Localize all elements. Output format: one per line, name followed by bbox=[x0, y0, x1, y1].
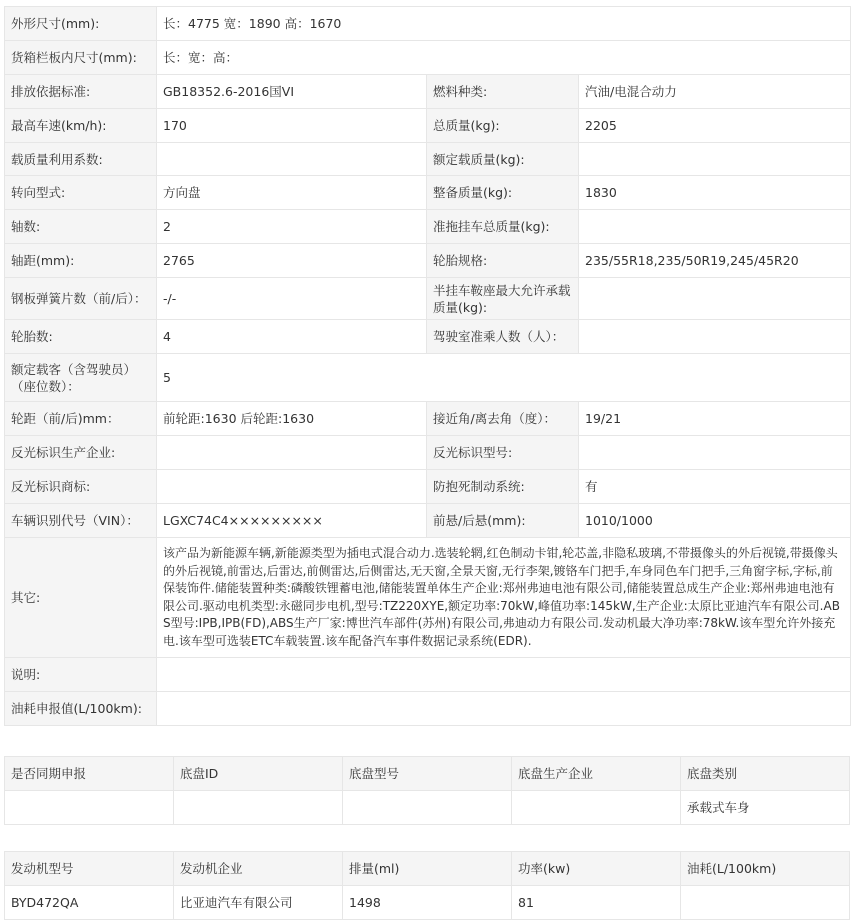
param-value bbox=[157, 692, 851, 726]
param-row bbox=[5, 244, 851, 278]
table-header: 底盘生产企业 bbox=[512, 757, 681, 791]
param-key: 其它: bbox=[5, 538, 157, 658]
param-key: 反光标识型号: bbox=[427, 436, 579, 470]
param-key: 驾驶室准乘人数（人）： bbox=[427, 320, 579, 354]
table-header: 底盘类别 bbox=[681, 757, 850, 791]
param-row bbox=[5, 538, 851, 658]
param-key: 外形尺寸(mm): bbox=[5, 7, 157, 41]
param-value: 长：宽：高： bbox=[157, 41, 851, 75]
param-row bbox=[5, 278, 851, 320]
param-row bbox=[5, 320, 851, 354]
table-cell bbox=[681, 886, 850, 920]
param-value bbox=[579, 320, 851, 354]
param-value bbox=[157, 470, 427, 504]
param-key: 半挂车鞍座最大允许承载质量(kg): bbox=[427, 278, 579, 320]
param-key: 油耗申报值(L/100km): bbox=[5, 692, 157, 726]
table-cell: 81 bbox=[512, 886, 681, 920]
table-row bbox=[5, 791, 850, 825]
param-value: -/- bbox=[157, 278, 427, 320]
param-value: 1830 bbox=[579, 176, 851, 210]
param-row bbox=[5, 354, 851, 402]
param-key: 准拖挂车总质量(kg): bbox=[427, 210, 579, 244]
param-value bbox=[579, 143, 851, 176]
engine-table bbox=[4, 851, 850, 920]
param-key: 轮距（前/后)mm： bbox=[5, 402, 157, 436]
table-header: 功率(kw) bbox=[512, 852, 681, 886]
param-value: LGXC74C4××××××××× bbox=[157, 504, 427, 538]
table-cell bbox=[5, 791, 174, 825]
param-key: 转向型式: bbox=[5, 176, 157, 210]
param-value: 方向盘 bbox=[157, 176, 427, 210]
table-cell: 比亚迪汽车有限公司 bbox=[174, 886, 343, 920]
param-key: 燃料种类: bbox=[427, 75, 579, 109]
param-key: 说明: bbox=[5, 658, 157, 692]
chassis-header-row bbox=[5, 757, 850, 791]
param-row bbox=[5, 75, 851, 109]
param-key: 轮胎数: bbox=[5, 320, 157, 354]
table-cell: 1498 bbox=[343, 886, 512, 920]
param-key: 防抱死制动系统: bbox=[427, 470, 579, 504]
param-key: 额定载质量(kg): bbox=[427, 143, 579, 176]
param-key: 整备质量(kg): bbox=[427, 176, 579, 210]
param-row bbox=[5, 692, 851, 726]
table-header: 底盘ID bbox=[174, 757, 343, 791]
param-row bbox=[5, 436, 851, 470]
param-key: 货箱栏板内尺寸(mm): bbox=[5, 41, 157, 75]
param-value: 19/21 bbox=[579, 402, 851, 436]
param-row bbox=[5, 210, 851, 244]
param-value bbox=[157, 143, 427, 176]
param-key: 钢板弹簧片数（前/后）： bbox=[5, 278, 157, 320]
chassis-table bbox=[4, 756, 850, 825]
param-value: 235/55R18,235/50R19,245/45R20 bbox=[579, 244, 851, 278]
param-row bbox=[5, 41, 851, 75]
param-value: 170 bbox=[157, 109, 427, 143]
param-row bbox=[5, 143, 851, 176]
param-value: 汽油/电混合动力 bbox=[579, 75, 851, 109]
table-header: 发动机型号 bbox=[5, 852, 174, 886]
param-row bbox=[5, 402, 851, 436]
vehicle-params-table bbox=[4, 6, 851, 726]
table-cell bbox=[512, 791, 681, 825]
param-value bbox=[157, 658, 851, 692]
param-value: 2 bbox=[157, 210, 427, 244]
param-value bbox=[579, 278, 851, 320]
param-key: 最高车速(km/h): bbox=[5, 109, 157, 143]
param-row bbox=[5, 658, 851, 692]
table-header: 底盘型号 bbox=[343, 757, 512, 791]
param-key: 轴距(mm): bbox=[5, 244, 157, 278]
param-key: 前悬/后悬(mm): bbox=[427, 504, 579, 538]
param-value-notes: 该产品为新能源车辆,新能源类型为插电式混合动力.选装轮辋,红色制动卡钳,轮芯盖,非隐私玻璃,不带摄像头的外后视镜,带摄像头的外后视镜,前雷达,后雷达,前侧雷达,后侧雷达,无天窗,全景天窗,无行李架,镀铬车门把手,车身同色车门把手,三角窗字标,字标,前保装饰件.储能装置种类:磷酸铁锂蓄电池,储能装置单体生产企业:郑州弗迪电池有限公司,储能装置总成生产企业:郑州弗迪电池有限公司.驱动电机类型:永磁同步电机,型号:TZ220XYE,额定功率:70kW,峰值功率:145kW,生产企业:太原比亚迪汽车有限公司.ABS型号:IPB,IPB(FD),ABS生产厂家:博世汽车部件(苏州)有限公司,弗迪动力有限公司.发动机最大净功率:78kW.该车型允许外接充电.该车型可选装ETC车载装置.该车配备汽车事件数据记录系统(EDR). bbox=[157, 538, 851, 658]
table-cell: 承载式车身 bbox=[681, 791, 850, 825]
table-header: 油耗(L/100km) bbox=[681, 852, 850, 886]
param-key: 接近角/离去角（度）： bbox=[427, 402, 579, 436]
engine-header-row bbox=[5, 852, 850, 886]
param-row bbox=[5, 470, 851, 504]
param-value: GB18352.6-2016国VI bbox=[157, 75, 427, 109]
param-key: 反光标识生产企业: bbox=[5, 436, 157, 470]
param-value bbox=[579, 436, 851, 470]
param-value: 有 bbox=[579, 470, 851, 504]
param-value: 长：4775 宽：1890 高：1670 bbox=[157, 7, 851, 41]
param-value: 2765 bbox=[157, 244, 427, 278]
param-value: 1010/1000 bbox=[579, 504, 851, 538]
param-key: 轴数: bbox=[5, 210, 157, 244]
param-key: 车辆识别代号（VIN）： bbox=[5, 504, 157, 538]
param-row bbox=[5, 109, 851, 143]
param-key: 载质量利用系数: bbox=[5, 143, 157, 176]
param-key: 额定载客（含驾驶员）（座位数）： bbox=[5, 354, 157, 402]
table-header: 排量(ml) bbox=[343, 852, 512, 886]
param-value: 4 bbox=[157, 320, 427, 354]
table-header: 发动机企业 bbox=[174, 852, 343, 886]
param-row bbox=[5, 176, 851, 210]
param-row bbox=[5, 7, 851, 41]
table-cell bbox=[343, 791, 512, 825]
table-cell: BYD472QA bbox=[5, 886, 174, 920]
param-key: 轮胎规格: bbox=[427, 244, 579, 278]
param-key: 反光标识商标: bbox=[5, 470, 157, 504]
param-value: 前轮距:1630 后轮距:1630 bbox=[157, 402, 427, 436]
param-value bbox=[157, 436, 427, 470]
param-key: 总质量(kg): bbox=[427, 109, 579, 143]
param-value bbox=[579, 210, 851, 244]
table-header: 是否同期申报 bbox=[5, 757, 174, 791]
table-cell bbox=[174, 791, 343, 825]
param-row bbox=[5, 504, 851, 538]
param-value: 2205 bbox=[579, 109, 851, 143]
param-key: 排放依据标准: bbox=[5, 75, 157, 109]
table-row bbox=[5, 886, 850, 920]
param-value: 5 bbox=[157, 354, 851, 402]
